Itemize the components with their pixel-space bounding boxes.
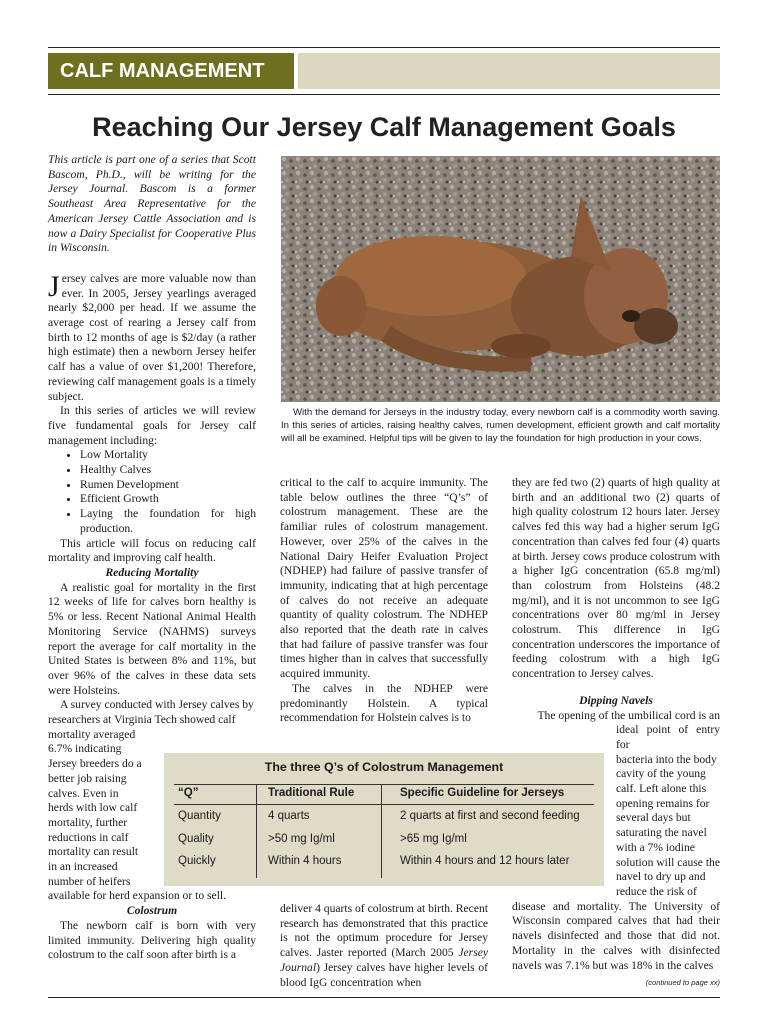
table-cell: 4 quarts [268,810,310,822]
table-cell: >50 mg Ig/ml [268,833,335,845]
paragraph-colostrum: The newborn calf is born with very limited immunity. Delivering high quality colostrum to the calf soon after birth is a [48,918,256,962]
column-3 [512,476,720,973]
header-rule [48,94,720,95]
subheading-colostrum: Colostrum [126,904,178,918]
continued-note: (continued to page xx) [645,978,720,987]
subheading-reducing-mortality: Reducing Mortality [105,565,199,579]
table-title: The three Q’s of Colostrum Management [264,760,504,774]
column-2 [280,476,488,726]
table-cell: Quickly [178,855,216,867]
paragraph-survey: A survey conducted with Jersey calves by researchers at Virginia Tech showed calf [48,698,254,727]
drop-cap: J [48,269,60,303]
table-cell: Quantity [178,810,221,822]
column-2-lower [280,902,488,990]
section-label: CALF MANAGEMENT [48,53,294,89]
navel-wrapped-lines: ideal point of entry for bacteria into the body cavity of the young calf. Left alone this opening remains for several days but saturating the navel with a 7% iodine solution will cause the navel to dry up and reduce the risk of [616,723,721,898]
table-header: “Q” [178,787,199,799]
top-rule [48,47,720,48]
table-cell: >65 mg Ig/ml [400,833,467,845]
calf-photo [281,156,720,402]
photo-caption: With the demand for Jerseys in the industry today, every newborn calf is a commodity worth saving. In this series of articles, raising healthy calves, rumen development, efficient growth and calf mortality will all be examined. Helpful tips will be given to lay the foundation for high production in your cows. [281,407,720,444]
table-rule [256,784,257,878]
table-rule [381,784,382,878]
subheading-dipping-navels: Dipping Navels [579,693,653,707]
paragraph-feeding: they are fed two (2) quarts of high quality at birth and an additional two (2) quarts of high quality colostrum 12 hours later. Jersey calves fed this way had a higher serum IgG concentration than calves fed four (4) quarts at birth. Jersey cows produce colostrum with a higher IgG concentration (65.8 mg/ml) than colostrum from Holsteins (48.2 mg/ml), and it is not uncommon to see IgG concentrations over 80 mg/ml in Jersey colostrum. This difference in IgG concentration underscores the importance of feeding colostrum with a high IgG concentration to Jersey calves. [512,476,720,681]
list-item: • Low Mortality [80,448,256,463]
table-cell: 2 quarts at first and second feeding [400,810,580,822]
paragraph-ndhep: The calves in the NDHEP were predominantly Holstein. A typical recommendation for Holstein calves is to [280,681,488,725]
table-cell: Within 4 hours and 12 hours later [400,855,570,867]
paragraph-goals-intro: In this series of articles we will review five fundamental goals for Jersey calf management including: [48,404,256,447]
article-headline: Reaching Our Jersey Calf Management Goals [92,112,676,142]
list-item: • Efficient Growth [80,492,256,507]
paragraph-mortality-goal: A realistic goal for mortality in the first 12 weeks of life for calves born healthy is 5% or less. Recent National Animal Health Monitoring Service (NAHMS) surveys report the average for calf mortality in the United States is between 8% and 11%, but over 96% of the calves in these data sets were Holsteins. [48,580,256,697]
table-rule [174,784,594,785]
table-rule [174,804,594,805]
table-header: Traditional Rule [268,787,355,799]
colostrum-table [164,753,604,886]
bottom-rule [48,997,720,998]
paragraph-research: deliver 4 quarts of colostrum at birth. Recent research has demonstrated that this practice is not the optimum procedure for Jersey calves. Jaster reported (March 2005 Jersey Journal) Jersey calves have higher levels of blood IgG concentration when [280,902,488,989]
paragraph-focus: This article will focus on reducing calf mortality and improving calf health. [48,536,256,565]
table-cell: Within 4 hours [268,855,342,867]
article-intro: This article is part one of a series that Scott Bascom, Ph.D., will be writing for the Jersey Journal. Bascom is a former Southeast Area Representative for the American Jersey Cattle Association and is now a Dairy Specialist for Cooperative Plus in Wisconsin. [48,153,256,255]
paragraph-survey-end: available for herd expansion or to sell. [48,889,227,903]
list-item: • Healthy Calves [80,463,256,478]
paragraph-navel-study: disease and mortality. The University of Wisconsin compared calves that had their navels disinfected and those that did not. Mortality in the calves with disinfected navels was 7.1% but was 18% in the calves [512,899,720,972]
goals-list [48,448,256,536]
list-item: • Laying the foundation for high production. [80,507,256,536]
paragraph-opening: Jersey calves are more valuable now than ever. In 2005, Jersey yearlings averaged nearly $2,000 per head. If we assume the average cost of rearing a Jersey calf from birth to 12 months of age is $2/day (a rather high estimate) then a newborn Jersey heifer calf has a value of over $1,200! Therefore, reviewing calf management goals is a timely subject. [48,269,256,403]
calf-image [281,156,720,402]
table-header: Specific Guideline for Jerseys [400,787,565,799]
table-cell: Quality [178,833,214,845]
list-item: • Rumen Development [80,478,256,493]
survey-wrapped-lines: mortality averaged 6.7% indicating Jersey breeders do a better job raising calves. Even in herds with low calf mortality, further reductions in calf mortality can result in an increased number of heifers [48,727,142,888]
section-bar [298,53,720,89]
paragraph-immunity: critical to the calf to acquire immunity. The table below outlines the three “Q’s” of colostrum management. These are the familiar rules of colostrum management. However, over 25% of the calves in the National Dairy Heifer Evaluation Project (NDHEP) had failure of passive transfer of immunity, indicating that at high percentage of calves do not receive an adequate quantity of quality colostrum. The NDHEP also reported that the death rate in calves that had failure of passive transfer was four times higher than in calves that successfully acquired immunity. [280,476,488,681]
paragraph-navel-start: The opening of the umbilical cord is an [537,708,720,722]
